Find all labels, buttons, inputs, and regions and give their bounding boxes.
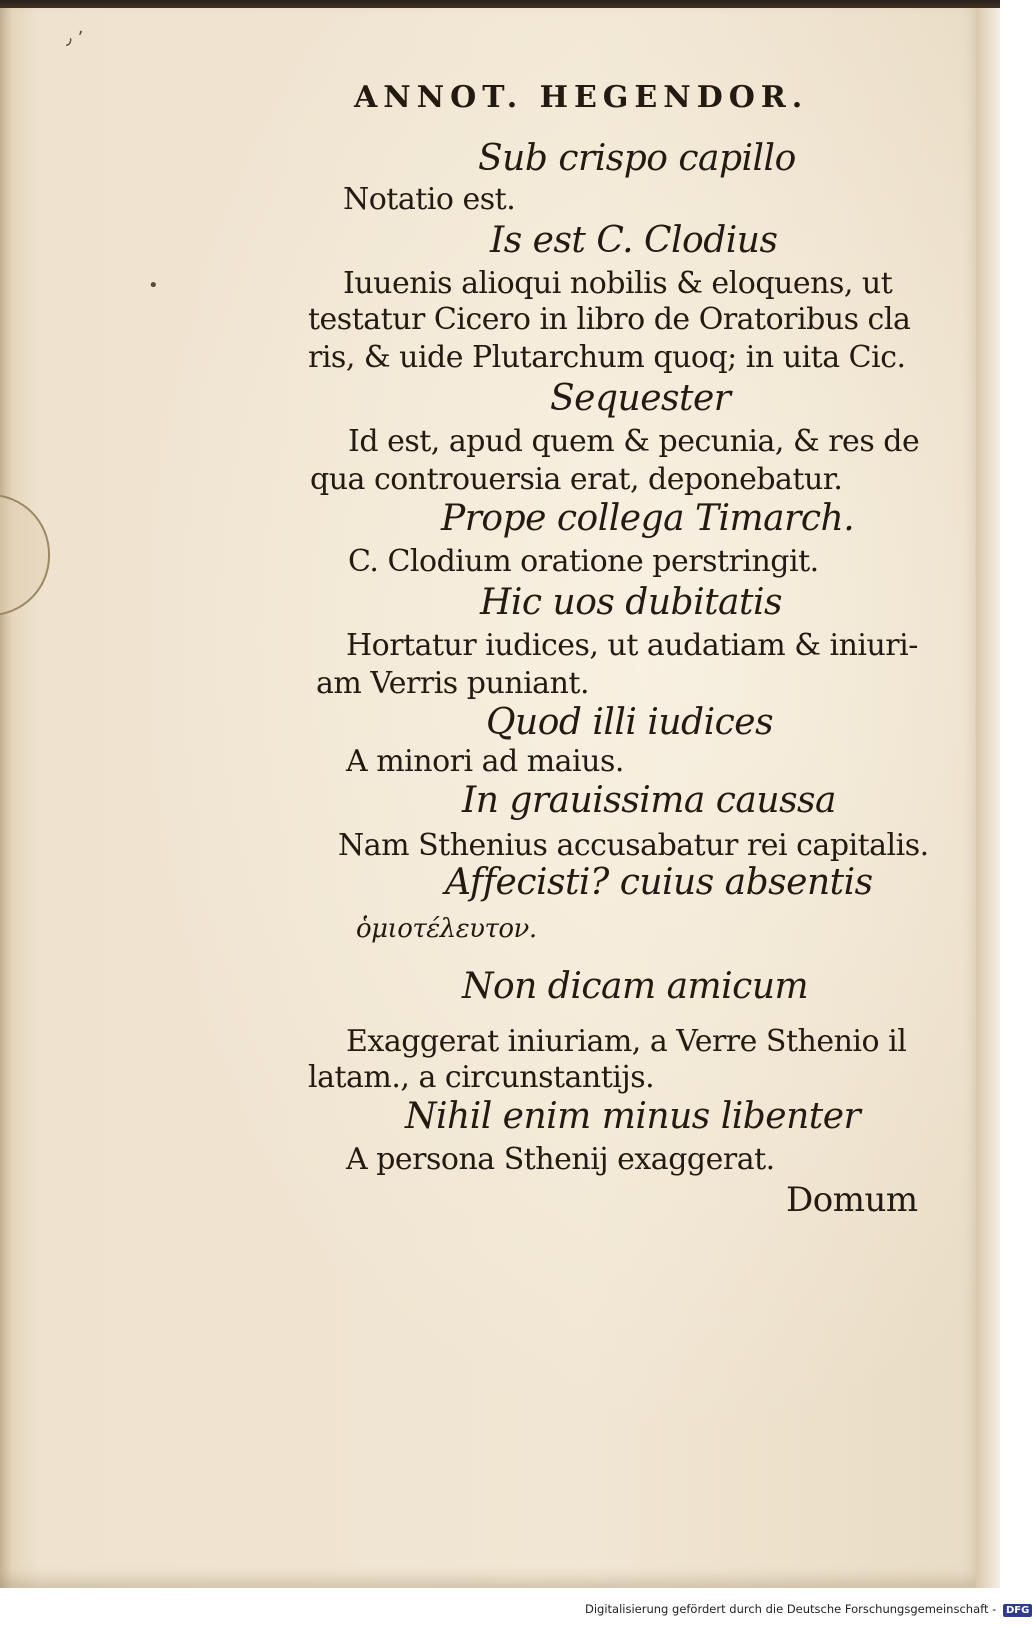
running-header: ANNOT. HEGENDOR.	[354, 80, 809, 115]
gloss-line: Hortatur iudices, ut audatiam & iniuri-	[346, 628, 918, 663]
greek-gloss-line: ὁμιοτέλευτον.	[356, 914, 537, 944]
stray-mark: ٬ ٫	[66, 28, 84, 49]
digitization-credit	[585, 1602, 1032, 1617]
page-right-edge	[976, 8, 1000, 1588]
lemma-line: Hic uos dubitatis	[480, 582, 782, 623]
gloss-line: C. Clodium oratione perstringit.	[348, 544, 819, 579]
page-tab-marker	[0, 494, 50, 616]
gloss-line: Id est, apud quem & pecunia, & res de	[348, 424, 920, 459]
lemma-line: Is est C. Clodius	[490, 220, 778, 261]
stray-mark: •	[148, 275, 159, 296]
catchword: Domum	[786, 1180, 918, 1220]
lemma-line: Non dicam amicum	[462, 966, 809, 1007]
gloss-line: Exaggerat iniuriam, a Verre Sthenio il	[346, 1024, 907, 1059]
gloss-line: ris, & uide Plutarchum quoq; in uita Cic.	[308, 340, 906, 375]
credit-text: Digitalisierung gefördert durch die Deutsche Forschungsgemeinschaft -	[585, 1602, 997, 1616]
gloss-line: Notatio est.	[343, 182, 516, 217]
gloss-line: latam., a circunstantijs.	[308, 1060, 655, 1095]
lemma-line: Sequester	[550, 378, 731, 419]
lemma-line: In grauissima caussa	[462, 780, 836, 821]
gloss-line: A persona Sthenij exaggerat.	[346, 1142, 775, 1177]
gloss-line: Nam Sthenius accusabatur rei capitalis.	[338, 828, 929, 863]
gloss-line: A minori ad maius.	[346, 744, 624, 779]
gloss-line: qua controuersia erat, deponebatur.	[310, 462, 843, 497]
lemma-line: Nihil enim minus libenter	[405, 1096, 861, 1137]
lemma-line: Sub crispo capillo	[478, 138, 796, 179]
gloss-line: Iuuenis alioqui nobilis & eloquens, ut	[343, 266, 893, 301]
lemma-line: Affecisti? cuius absentis	[445, 862, 873, 903]
lemma-line: Prope collega Timarch.	[441, 498, 855, 539]
gloss-line: am Verris puniant.	[316, 666, 589, 701]
gloss-line: testatur Cicero in libro de Oratoribus cla	[308, 302, 911, 337]
lemma-line: Quod illi iudices	[486, 702, 774, 743]
dfg-logo: DFG	[1003, 1604, 1032, 1617]
